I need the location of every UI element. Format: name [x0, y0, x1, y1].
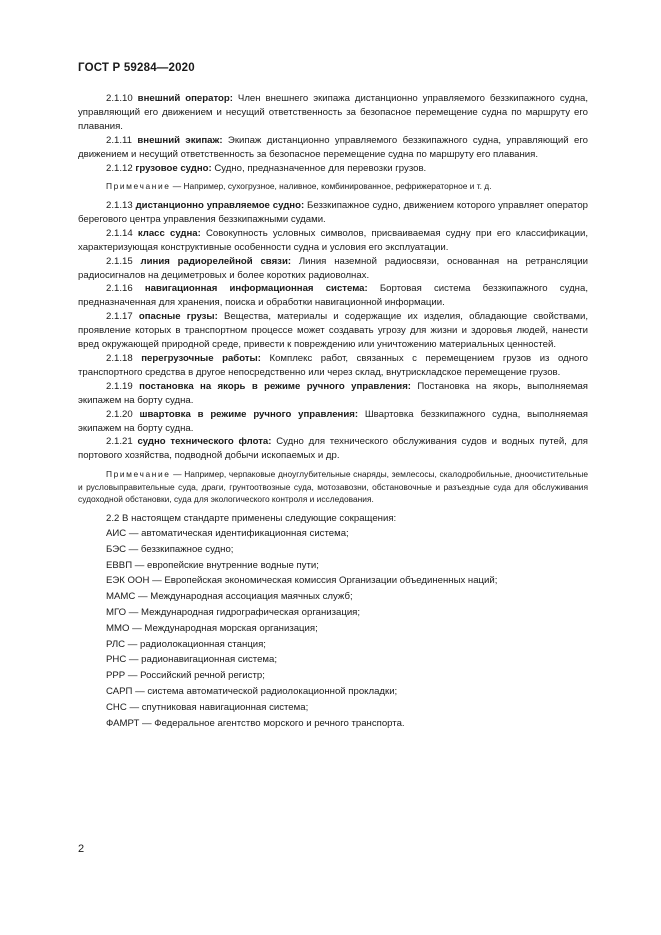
definition-2-1-10 [78, 92, 588, 134]
note-1 [78, 180, 588, 193]
note-label: Примечание [106, 181, 171, 192]
definition-text: Совокупность условных символов, присваиваемая судну при его классификации, характеризующая конструктивные особенности судна и условия его эксплуатации. [78, 227, 588, 253]
definition-term: грузовое судно: [135, 162, 212, 174]
definition-text: Член внешнего экипажа дистанционно управляемого беззкипажного судна, управляющий его движением и несущий ответственность за безопасное перемещение судна по маршруту его плавания. [78, 93, 588, 132]
definition-number: 2.1.15 [106, 255, 133, 267]
definition-number: 2.1.13 [106, 200, 133, 212]
definition-2-1-14 [78, 227, 588, 255]
definition-number: 2.1.17 [106, 311, 133, 323]
definition-term: навигационная информационная система: [144, 283, 368, 295]
abbreviation-item: ЕЭК ООН — Европейская экономическая комиссия Организации объединенных наций; [106, 575, 498, 587]
definition-text: Постановка на якорь, выполняемая экипажем на борту судна. [78, 380, 588, 406]
definition-2-1-15 [78, 255, 588, 283]
abbreviation-item: АИС — автоматическая идентификационная система; [106, 527, 349, 539]
definition-number: 2.1.19 [106, 380, 133, 392]
definition-term: постановка на якорь в режиме ручного управления: [139, 380, 411, 392]
definition-term: дистанционно управляемое судно: [135, 200, 305, 212]
definition-2-1-12 [78, 162, 588, 176]
definition-number: 2.1.14 [106, 227, 133, 239]
definition-text: Вещества, материалы и содержащие их изделия, обладающие свойствами, проявление которых в транспортном процессе может создавать угрозу для жизни и здоровья людей, нанести вред окружающей природной среде, привести к повреждению или уничтожению материальных ценностей. [78, 311, 588, 351]
definition-text: Судно для технического обслуживания судов и водных путей, для портового хозяйства, подводной добычи ископаемых и др. [78, 436, 588, 462]
note-2 [78, 468, 588, 506]
definition-2-1-17 [78, 310, 588, 352]
note-label: Примечание [106, 469, 171, 480]
abbreviation-item: МГО — Международная гидрографическая организация; [106, 606, 361, 618]
definition-2-1-18 [78, 352, 588, 380]
definition-2-1-19 [78, 380, 588, 408]
definition-term: линия радиорелейной связи: [140, 255, 292, 267]
definition-term: класс судна: [137, 227, 201, 239]
document-header: ГОСТ Р 59284—2020 [78, 62, 195, 74]
abbreviations-intro: 2.2 В настоящем стандарте применены следующие сокращения: [106, 513, 397, 525]
abbreviation-item: СНС — спутниковая навигационная система; [106, 701, 309, 713]
definition-2-1-11 [78, 134, 588, 162]
definitions-block-1 [78, 92, 588, 175]
abbreviations-list [78, 526, 588, 731]
definition-number: 2.1.10 [106, 93, 133, 104]
definition-2-1-21 [78, 435, 588, 463]
abbreviation-item: ММО — Международная морская организация; [106, 622, 318, 634]
definition-number: 2.1.18 [106, 353, 133, 364]
abbreviation-item: МАМС — Международная ассоциация маячных служб; [106, 591, 353, 603]
definition-text: Линия наземной радиосвязи, основанная на ретрансляции радиосигналов на дециметровых и более коротких радиоволнах. [78, 255, 588, 281]
definition-number: 2.1.11 [106, 134, 132, 146]
definition-number: 2.1.16 [106, 283, 133, 295]
definition-term: опасные грузы: [138, 311, 218, 323]
definition-term: внешний оператор: [137, 93, 233, 104]
definition-number: 2.1.21 [106, 436, 133, 448]
abbreviation-item: БЭС — беззкипажное судно; [106, 543, 234, 555]
definition-text: Бортовая система беззкипажного судна, предназначенная для хранения, поиска и обработки навигационной информации. [78, 283, 588, 309]
definition-2-1-13 [78, 199, 588, 227]
definition-term: судно технического флота: [137, 436, 272, 448]
definition-term: внешний экипаж: [137, 134, 223, 146]
definition-term: швартовка в режиме ручного управления: [139, 408, 359, 420]
definition-text: Комплекс работ, связанных с перемещением грузов из одного транспортного средства в другое непосредственно или через склад, внутрискладское перемещение грузов. [78, 353, 588, 378]
definition-text: Швартовка беззкипажного судна, выполняемая экипажем на борту судна. [78, 408, 588, 434]
definition-2-1-16 [78, 282, 588, 310]
abbreviation-item: РНС — радионавигационная система; [106, 654, 278, 666]
definition-2-1-20 [78, 408, 588, 436]
definition-text: Судно, предназначенное для перевозки грузов. [211, 162, 427, 174]
abbreviation-item: САРП — система автоматической радиолокационной прокладки; [106, 685, 398, 697]
definitions-block-2 [78, 199, 588, 463]
definition-text: Беззкипажное судно, движением которого управляет оператор берегового центра управления беззкипажными судами. [78, 200, 588, 225]
definition-text: Экипаж дистанционно управляемого беззкипажного судна, управляющий его движением и несущий ответственность за безопасное перемещение судна по маршруту его плавания. [78, 134, 589, 160]
definition-term: перегрузочные работы: [141, 353, 261, 364]
page-number: 2 [78, 843, 85, 855]
note-text: — Например, сухогрузное, наливное, комбинированное, рефрижераторное и т. д. [170, 181, 492, 192]
definition-number: 2.1.20 [106, 408, 133, 420]
abbreviation-item: РРР — Российский речной регистр; [106, 670, 265, 682]
abbreviation-item: РЛС — радиолокационная станция; [106, 638, 266, 650]
abbreviation-item: ФАМРТ — Федеральное агентство морского и речного транспорта. [106, 717, 405, 729]
abbreviation-item: ЕВВП — европейские внутренние водные пути; [106, 559, 319, 571]
note-text: — Например, черпаковые дноуглубительные снаряды, землесосы, скалодробильные, дноочистительные и русловыправительные суда, драги, грунтоотвозные суда, мотозавозни, обстановочные и разъездные суда для обслуживания судоходной обстановки, суда для экологического контроля и исследования. [78, 469, 588, 505]
document-body [78, 92, 588, 731]
definition-number: 2.1.12 [106, 162, 133, 174]
